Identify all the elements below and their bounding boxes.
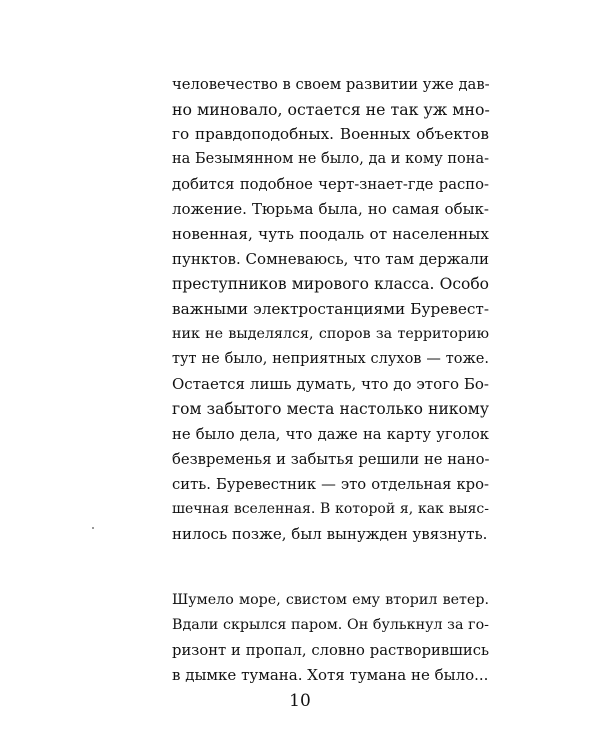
text-line: тут не было, неприятных слухов — тоже. xyxy=(172,351,489,367)
text-line: в дымке тумана. Хотя тумана не было... xyxy=(172,666,489,684)
text-line: го правдоподобных. Военных объектов xyxy=(172,125,489,143)
scan-speck xyxy=(92,527,94,529)
text-line: ник не выделялся, споров за территорию xyxy=(172,326,489,342)
text-line: шечная вселенная. В которой я, как выяс- xyxy=(172,501,489,517)
text-line: Шумело море, свистом ему вторил ветер. xyxy=(172,592,489,608)
text-line: Вдали скрылся паром. Он булькнул за го- xyxy=(172,617,489,633)
text-line: преступников мирового класса. Особо xyxy=(172,275,489,293)
text-line: человечество в своем развитии уже дав- xyxy=(172,76,490,93)
text-line: новенная, чуть поодаль от населенных xyxy=(172,225,489,243)
text-line: добится подобное черт-знает-где распо- xyxy=(172,176,489,193)
text-line: важными электростанциями Буревест- xyxy=(172,300,489,318)
text-line: Остается лишь думать, что до этого Бо- xyxy=(172,375,489,393)
text-line: гом забытого места настолько никому xyxy=(172,400,489,418)
text-line: ризонт и пропал, словно растворившись xyxy=(172,642,489,659)
text-line: на Безымянном не было, да и кому пона- xyxy=(172,151,489,167)
page-number: 10 xyxy=(289,691,311,711)
text-line: безвременья и забытья решили не нано- xyxy=(172,451,490,468)
text-line: но миновало, остается не так уж мно- xyxy=(172,100,490,119)
text-line: не было дела, что даже на карту уголок xyxy=(172,426,489,443)
text-line: сить. Буревестник — это отдельная кро- xyxy=(172,476,489,493)
text-line: нилось позже, был вынужден увязнуть. xyxy=(172,525,488,543)
text-line: ложение. Тюрьма была, но самая обык- xyxy=(172,200,489,218)
text-line: пунктов. Сомневаюсь, что там держали xyxy=(172,250,489,268)
